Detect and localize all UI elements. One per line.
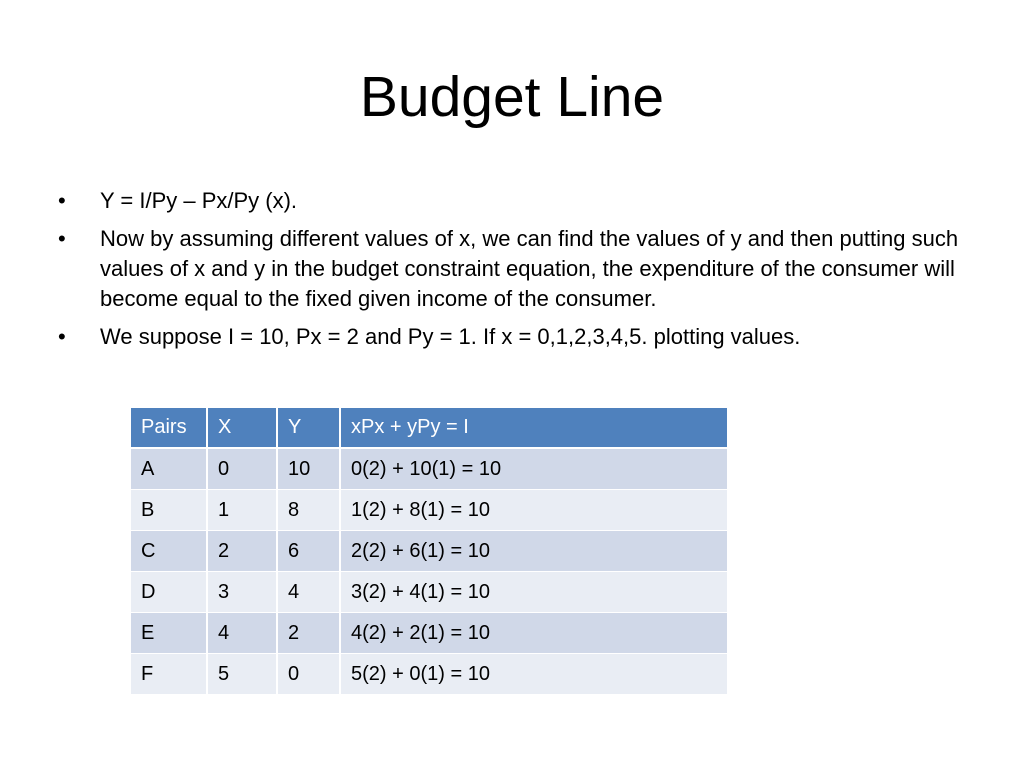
table-row [131,613,727,654]
cell-x: 5 [208,654,278,695]
slide-title: Budget Line [359,65,665,129]
table-row [131,572,727,613]
cell-equation: 3(2) + 4(1) = 10 [341,572,727,613]
bullet-text: Y = I/Py – Px/Py (x). [100,188,298,213]
cell-equation: 4(2) + 2(1) = 10 [341,613,727,654]
bullet-marker: • [58,226,66,251]
bullet-list [58,186,970,360]
table-row [131,531,727,572]
cell-y: 0 [278,654,341,695]
cell-pair: C [131,531,208,572]
cell-x: 4 [208,613,278,654]
cell-x: 1 [208,490,278,531]
header-y: Y [278,408,341,449]
cell-y: 10 [278,449,341,490]
header-equation: xPx + yPy = I [341,408,727,449]
header-pairs: Pairs [131,408,208,449]
cell-y: 6 [278,531,341,572]
bullet-text: We suppose I = 10, Px = 2 and Py = 1. If x = 0,1,2,3,4,5. plotting values. [100,324,801,349]
cell-x: 3 [208,572,278,613]
bullet-item [58,322,970,352]
table-row [131,490,727,531]
cell-x: 0 [208,449,278,490]
bullet-marker: • [58,188,66,213]
header-x: X [208,408,278,449]
bullet-item [58,224,970,314]
bullet-item [58,186,970,216]
table-row [131,449,727,490]
cell-x: 2 [208,531,278,572]
cell-equation: 2(2) + 6(1) = 10 [341,531,727,572]
cell-pair: F [131,654,208,695]
cell-pair: E [131,613,208,654]
cell-y: 4 [278,572,341,613]
cell-pair: D [131,572,208,613]
cell-pair: B [131,490,208,531]
table-row [131,654,727,695]
cell-equation: 1(2) + 8(1) = 10 [341,490,727,531]
cell-y: 2 [278,613,341,654]
bullet-marker: • [58,324,66,349]
bullet-text: Now by assuming different values of x, we can find the values of y and then putting such values of x and y in the budget constraint equation, the expenditure of the consumer will become equal to the fixed given income of the consumer. [100,226,959,311]
cell-y: 8 [278,490,341,531]
cell-pair: A [131,449,208,490]
table-header-row [131,408,727,449]
cell-equation: 0(2) + 10(1) = 10 [341,449,727,490]
budget-table [131,408,727,695]
cell-equation: 5(2) + 0(1) = 10 [341,654,727,695]
